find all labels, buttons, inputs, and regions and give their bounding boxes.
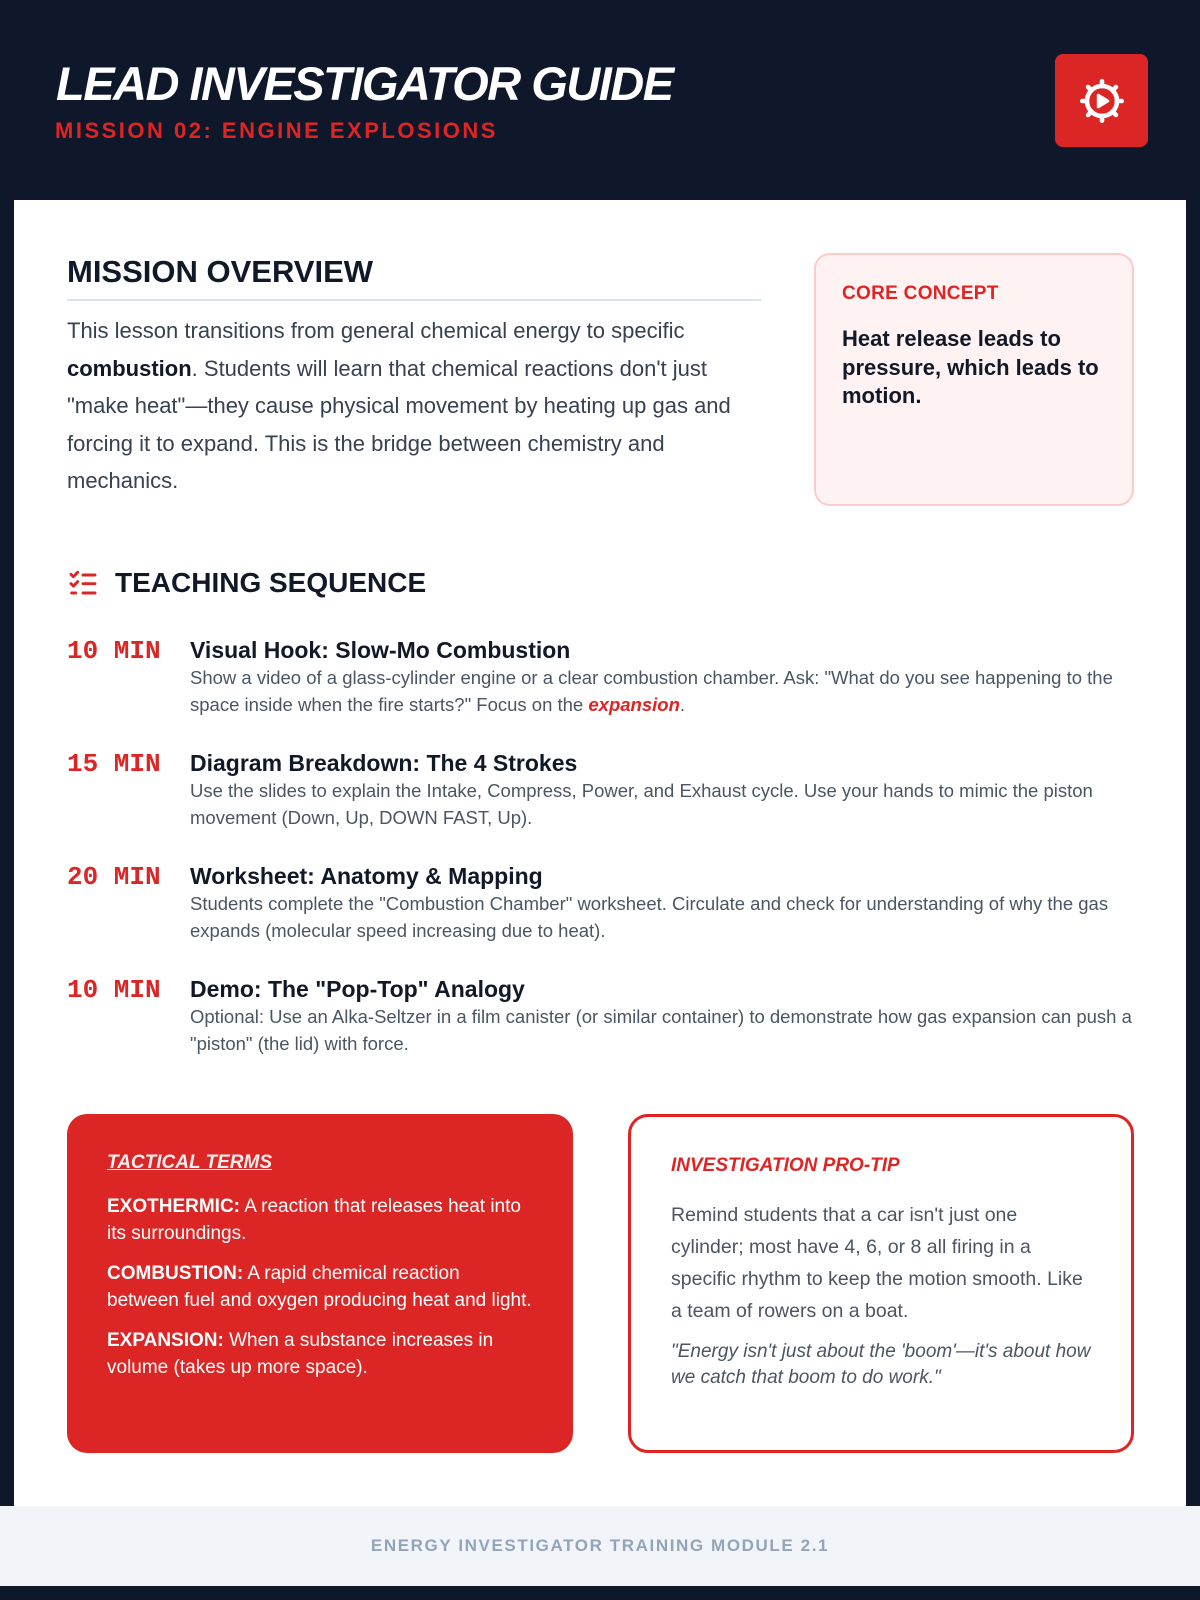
pro-tip-quote: "Energy isn't just about the 'boom'—it's about how we catch that boom to do work." xyxy=(671,1341,1091,1388)
tactical-terms-card xyxy=(67,1114,573,1453)
term-word: EXPANSION: xyxy=(107,1330,224,1351)
teaching-sequence-header xyxy=(67,565,426,601)
step-item xyxy=(67,861,1147,974)
step-title: Visual Hook: Slow-Mo Combustion xyxy=(190,637,571,663)
overview-heading: MISSION OVERVIEW xyxy=(67,254,374,289)
step-description: Use the slides to explain the Intake, Compress, Power, and Exhaust cycle. Use your hands to mimic the piston movement (Down, Up, DOWN FAST, Up). xyxy=(190,780,1093,828)
overview-paragraph: This lesson transitions from general chemical energy to specific combustion. Students will learn that chemical reactions don't just "make heat"—they cause physical movement by heating up gas and forcing it to expand. This is the bridge between chemistry and mechanics. xyxy=(67,318,731,493)
step-emphasis: expansion xyxy=(588,693,680,715)
step-title: Worksheet: Anatomy & Mapping xyxy=(190,863,543,889)
step-item xyxy=(67,748,1147,861)
step-description: Students complete the "Combustion Chamber" worksheet. Circulate and check for understanding of why the gas expands (molecular speed increasing due to heat). xyxy=(190,893,1109,941)
step-title: Demo: The "Pop-Top" Analogy xyxy=(190,976,525,1002)
guide-title: LEAD INVESTIGATOR GUIDE xyxy=(56,57,673,110)
term-item xyxy=(107,1328,533,1381)
step-item xyxy=(67,974,1147,1087)
step-duration: 15 MIN xyxy=(67,749,161,779)
guide-sheet xyxy=(14,200,1186,1506)
gear-play-icon xyxy=(1077,76,1127,126)
pro-tip-title: INVESTIGATION PRO-TIP xyxy=(671,1155,900,1176)
teaching-sequence-title: TEACHING SEQUENCE xyxy=(115,567,427,598)
step-item xyxy=(67,635,1147,748)
footer-text: ENERGY INVESTIGATOR TRAINING MODULE 2.1 xyxy=(370,1536,830,1555)
logo-badge xyxy=(1055,54,1148,147)
term-word: COMBUSTION: xyxy=(107,1263,244,1284)
teaching-steps xyxy=(67,635,1147,1087)
term-item xyxy=(107,1194,533,1247)
core-concept-label: CORE CONCEPT xyxy=(842,283,999,304)
core-concept-card xyxy=(814,253,1134,506)
term-definition: A rapid chemical reaction between fuel and oxygen producing heat and light. xyxy=(107,1263,532,1311)
pro-tip-text: Remind students that a car isn't just one cylinder; most have 4, 6, or 8 all firing in a specific rhythm to keep the motion smooth. Like a team of rowers on a boat. xyxy=(671,1204,1083,1322)
page-footer xyxy=(0,1506,1200,1586)
term-definition: A reaction that releases heat into its surroundings. xyxy=(107,1196,521,1244)
pro-tip-card xyxy=(628,1114,1134,1453)
step-title: Diagram Breakdown: The 4 Strokes xyxy=(190,750,578,776)
overview-divider xyxy=(67,299,761,301)
term-definition: When a substance increases in volume (takes up more space). xyxy=(107,1330,494,1378)
term-item xyxy=(107,1261,533,1314)
tactical-terms-title: TACTICAL TERMS xyxy=(107,1152,273,1173)
checklist-icon xyxy=(67,567,99,599)
overview-keyword: combustion xyxy=(67,355,192,381)
step-description: Optional: Use an Alka-Seltzer in a film canister (or similar container) to demonstrate how gas expansion can push a "piston" (the lid) with force. xyxy=(190,1006,1132,1054)
step-duration: 20 MIN xyxy=(67,862,161,892)
step-description: Show a video of a glass-cylinder engine or a clear combustion chamber. Ask: "What do you see happening to the space inside when the fire starts?" Focus on the expansion. xyxy=(190,667,1113,715)
term-word: EXOTHERMIC: xyxy=(107,1196,240,1217)
page-header xyxy=(0,0,1200,200)
step-duration: 10 MIN xyxy=(67,636,161,666)
step-duration: 10 MIN xyxy=(67,975,161,1005)
core-concept-text: Heat release leads to pressure, which leads to motion. xyxy=(842,326,1099,408)
mission-subtitle: MISSION 02: ENGINE EXPLOSIONS xyxy=(55,118,498,143)
